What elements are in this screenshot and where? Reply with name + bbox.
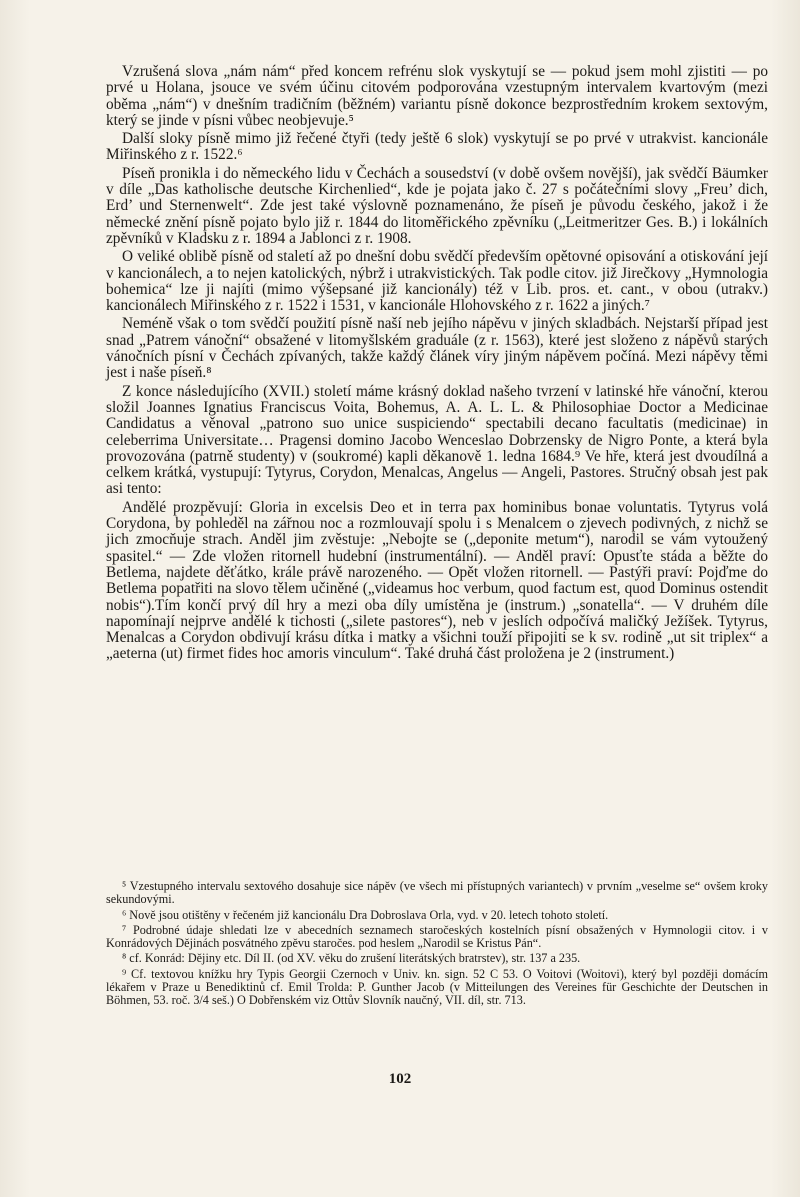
footnote: ⁷ Podrobné údaje shledati lze v abecedních seznamech staročeských kostelních písní obsažených v Hymnologii citov. i v Konrádových Dějinách posvátného zpěvu staročes. pod heslem „Narodil se Kristus Pán“.	[106, 922, 768, 951]
footnote: ⁸ cf. Konrád: Dějiny etc. Díl II. (od XV. věku do zrušení literátských bratrstev), str. 137 a 235.	[122, 951, 581, 966]
paragraph: Vzrušená slova „nám nám“ před koncem refrénu slok vyskytují se — pokud jsem mohl zjistiti — po prvé u Holana, jsouce ve svém účinu citovém podporována vzestupným intervalem kvartovým (mezi oběma „nám“) v dnešním tradičním (běžném) variantu písně dokonce bezprostředním krokem sextovým, který se jinde v písni vůbec neobjevuje.⁵	[106, 63, 768, 129]
footnote: ⁶ Nově jsou otištěny v řečeném již kancionálu Dra Dobroslava Orla, vyd. v 20. letech tohoto století.	[122, 907, 609, 922]
body-text	[106, 64, 768, 665]
paragraph: Neméně však o tom svědčí použití písně naší neb jejího nápěvu v jiných skladbách. Nejstarší případ jest snad „Patrem vánoční“ obsažené v litomyšlském graduále (z r. 1563), které jest složeno z nápěvů starých vánočních písní v Čechách zpívaných, takže každý článek víry jiným nápěvem počíná. Mezi nápěvy těmi jest i naše píseň.⁸	[106, 315, 768, 382]
footnote: ⁹ Cf. textovou knížku hry Typis Georgii Czernoch v Univ. kn. sign. 52 C 53. O Voitovi (Woitovi), který byl později domácím lékařem v Praze u Benediktinů cf. Emil Trolda: P. Gunther Jacob (v Mitteilungen des Vereines für Geschichte der Deutschen in Böhmen, 53. roč. 3/4 seš.) O Dobřenském viz Ottův Slovník naučný, VII. díl, str. 713.	[106, 966, 768, 1008]
footnote: ⁵ Vzestupného intervalu sextového dosahuje sice nápěv (ve všech mi přístupných variantech) v prvním „veselme se“ ovšem kroky sekundovými.	[106, 879, 768, 907]
paragraph: Z konce následujícího (XVII.) století máme krásný doklad našeho tvrzení v latinské hře vánoční, kterou složil Joannes Ignatius Franciscus Voita, Bohemus, A. A. L. L. & Philosophiae Doctor a Medicinae Candidatus a věnoval „patrono suo unice suspiciendo“ spectabili decano facultatis (medicinae) in celeberrima Universitate… Pragensi domino Jacobo Wenceslao Dobrzensky de Nigro Ponte, a která byla provozována (patrně studenty) v (soukromé) kapli děkanově 1. ledna 1684.⁹ Ve hře, která jest dvoudílná a celkem krátká, vystupují: Tytyrus, Corydon, Menalcas, Angelus — Angeli, Pastores. Stručný obsah jest pak asi tento:	[106, 382, 768, 498]
paragraph: Píseň pronikla i do německého lidu v Čechách a sousedství (v době ovšem novější), jak svědčí Bäumker v díle „Das katholische deutsche Kirchenlied“, kde je pojata jako č. 27 s počátečními slovy „Freu’ dich, Erd’ und Sternenwelt“. Zde jest také výslovně poznamenáno, že píseň je původu českého, jakož i že německé znění písně pojato bylo již r. 1844 do litoměřického zpěvníku („Leitmeritzer Ges. B.) i lokálních zpěvníků v Kladsku z r. 1894 a Jablonci z r. 1908.	[106, 164, 768, 247]
footnotes	[106, 880, 768, 1010]
paragraph: Další sloky písně mimo již řečené čtyři (tedy ještě 6 slok) vyskytují se po prvé v utrakvist. kancionále Miřinského z r. 1522.⁶	[106, 130, 768, 164]
page-number: 102	[388, 1071, 412, 1087]
paragraph: Andělé prozpěvují: Gloria in excelsis Deo et in terra pax hominibus bonae voluntatis. Tytyrus volá Corydona, by pohleděl na zářnou noc a rozmlouvají spolu i s Menalcem o zjevech podivných, z nichž se jich zmocňuje strach. Anděl jim zvěstuje: „Nebojte se („deponite metum“), narodil se vám vytoužený spasitel.“ — Zde vložen ritornell hudební (instrumentální). — Anděl praví: Opusťte stáda a běžte do Betlema, najdete děťátko, krále právě narozeného. — Opět vložen ritornell. — Pastýři praví: Pojďme do Betlema popatřiti na slovo tělem učiněné („videamus hoc verbum, quod factum est, quod Dominus ostendit nobis“).Tím končí prvý díl hry a mezi oba díly umístěna je (instrum.) „sonatella“. — V druhém díle napomínají nejprve andělé k tichosti („silete pastores“), neb v jeslích odpočívá maličký Ježíšek. Tytyrus, Menalcas a Corydon obdivují krásu dítka i matky a všichni touží připojiti se k sv. rodině „ut sit triplex“ a „aeterna (ut) firmet fides hoc amoris vinculum“. Také druhá část proložena je 2 (instrument.)	[106, 498, 768, 663]
paragraph: O veliké oblibě písně od staletí až po dnešní dobu svědčí především opětovné opisování a otiskování její v kancionálech, a to nejen katolických, nýbrž i utrakvistických. Tak podle citov. již Jirečkovy „Hymnologia bohemica“ lze ji najíti (mimo výšepsané již kancionály) též v Lib. pros. et. cant., v obou (utrakv.) kancionálech Miřinského z r. 1522 i 1531, v kancionále Hlohovského z r. 1622 a jiných.⁷	[106, 248, 768, 315]
